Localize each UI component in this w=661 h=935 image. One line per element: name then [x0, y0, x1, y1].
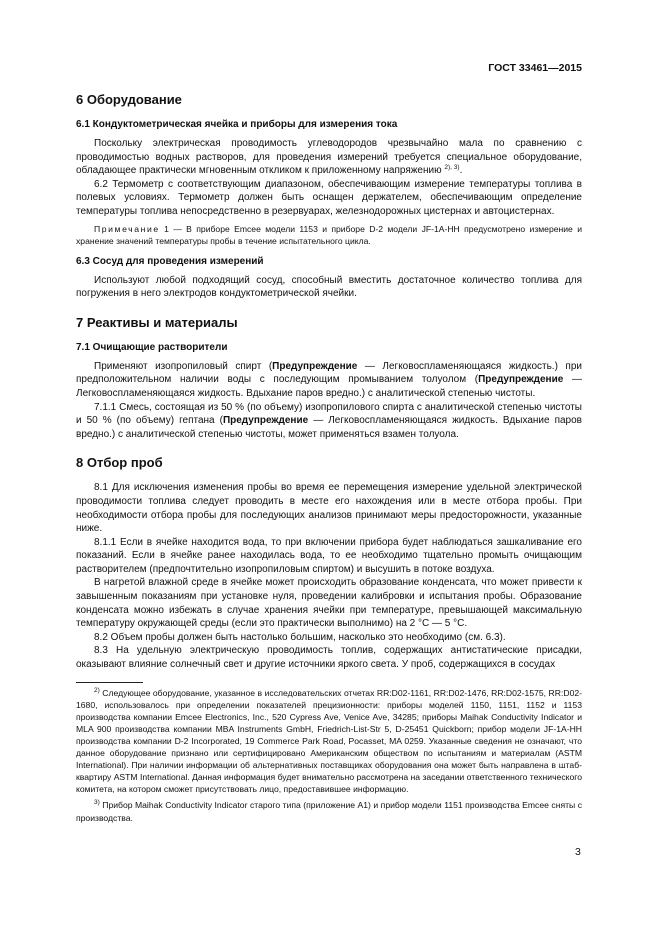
paragraph-8-3: 8.3 На удельную электрическую проводимость топлив, содержащих антистатические присадки, оказывают влияние солнечный свет и другие источники яркого света. У проб, содержащихся в сосудах — [76, 645, 582, 671]
subsection-6-1-title: 6.1 Кондуктометрическая ячейка и приборы для измерения тока — [76, 119, 398, 130]
paragraph-6-1: Поскольку электрическая проводимость углеводородов чрезвычайно мала по сравнению с проводимостью водных растворов, для проведения измерений требуется специальное оборудование, обладающее практически мгновенным откликом к приложенному напряжению $^{2), 3)}$. — [76, 138, 582, 177]
subsection-6-3-title: 6.3 Сосуд для проведения измерений — [76, 255, 264, 267]
warning-label: Предупреждение — [272, 360, 358, 372]
page-number: 3 — [575, 846, 581, 858]
paragraph-8-1: 8.1 Для исключения изменения пробы во время ее перемещения измерение удельной электрической проводимости топлива следует проводить в месте его нахождения или в месте отбора пробы. При необходимости отбора пробы для последующих анализов принимают меры предосторожности, указанные ниже. — [76, 482, 582, 535]
footnote-ref: 2), 3) — [444, 164, 460, 172]
subsection-7-1-title: 7.1 Очищающие растворители — [76, 341, 228, 353]
paragraph-8-1-1: 8.1.1 Если в ячейке находится вода, то при включении прибора будет наблюдаться зашкаливание его показаний. Если в ячейке ранее находилась вода, то ее необходимо тщательно промыть очищающим растворителем (предпочтительно изопропиловым спиртом) и высушить в потоке воздуха. — [76, 536, 582, 575]
section-8-title: 8 Отбор проб — [76, 455, 163, 471]
paragraph-7-1: Применяют изопропиловый спирт (Предупреждение — Легковоспламеняющаяся жидкость.) при предположительном наличии воды с последующим промыванием толуолом (Предупреждение — Легковоспламеняющаяся жидкость. Вдыхание паров вредно.) с аналитической степенью чистоты. — [76, 360, 582, 399]
note-label: Примечание — [94, 223, 160, 234]
paragraph-6-3: Используют любой подходящий сосуд, способный вместить достаточное количество топлива для погружения в него электродов кондуктометрической ячейки. — [76, 274, 582, 300]
document-header: ГОСТ 33461—2015 — [488, 62, 582, 74]
section-6-title: 6 Оборудование — [76, 92, 182, 107]
paragraph-condensate: В нагретой влажной среде в ячейке может происходить образование конденсата, что может привести к завышенным показаниям при установке нуля, проведении калибровки и испытания пробы. Образование конденсата можно избежать в случае хранения ячейки при температуре, превышающей максимальную температуру окружающей среды (если это практически выполнимо) на 2 °C — 5 °C. — [76, 577, 582, 630]
paragraph-8-2: 8.2 Объем пробы должен быть настолько большим, насколько это необходимо (см. 6.3). — [94, 631, 506, 643]
warning-label: Предупреждение — [478, 374, 564, 386]
footnote-separator — [76, 682, 143, 683]
note-1: Примечание 1 — В приборе Emcee модели 1153 и приборе D-2 модели JF-1A-HH предусмотрено измерение и хранение значений температуры пробы в течение испытательного цикла. — [76, 223, 582, 246]
warning-label: Предупреждение — [222, 415, 309, 427]
page-content — [76, 92, 582, 824]
paragraph-6-2: 6.2 Термометр с соответствующим диапазоном, обеспечивающим измерение температуры топлива в полевых условиях. Термометр должен быть оснащен держателем, обеспечивающим определение температуры топлива непосредственно в резервуарах, железнодорожных цистернах и автоцистернах. — [76, 178, 582, 217]
paragraph-7-1-1: 7.1.1 Смесь, состоящая из 50 % (по объему) изопропилового спирта с аналитической степенью чистоты и 50 % (по объему) гептана (Предупреждение — Легковоспламеняющаяся жидкость. Вдыхание паров вредно.) с аналитической степенью чистоты, может применяться взамен толуола. — [76, 401, 582, 440]
footnote-3: $^{3)}$ Прибор Maihak Conductivity Indicator старого типа (приложение А1) и прибор модели 1151 производства Emcee сняты с производства. — [76, 799, 582, 823]
footnote-2: $^{2)}$ Следующее оборудование, указанное в исследовательских отчетах RR:D02-1161, RR:D02-1476, RR:D02-1575, RR:D02-1680, использовалось при определении показателей прецизионности: приборы моделей 1150, 1151, 1152 и 1153 производства компании Emcee Electronics, Inc., 520 Cypress Ave, Venice Ave, 34285; приборы Maihak Conductivity Indicator и MLA 900 производства компании MBA Instruments GmbH, Friedrich-List-Str 5, D-25451 Quickborn; прибор модели JF-1A-HH производства компании D-2 Incorporated, 19 Commerce Park Road, Pocasset, MA 0259. Указанные сведения не означают, что данное оборудование признано или сертифицировано Американским обществом по испытаниям и материалам (ASTM International). При наличии информации об альтернативных поставщиках оборудования она может быть направлена в штаб-квартиру ASTM International. Данная информация будет внимательно рассмотрена на заседании ответственного технического комитета, на котором сможет присутствовать лицо, предоставившее информацию. — [76, 686, 582, 795]
section-7-title: 7 Реактивы и материалы — [76, 314, 238, 330]
